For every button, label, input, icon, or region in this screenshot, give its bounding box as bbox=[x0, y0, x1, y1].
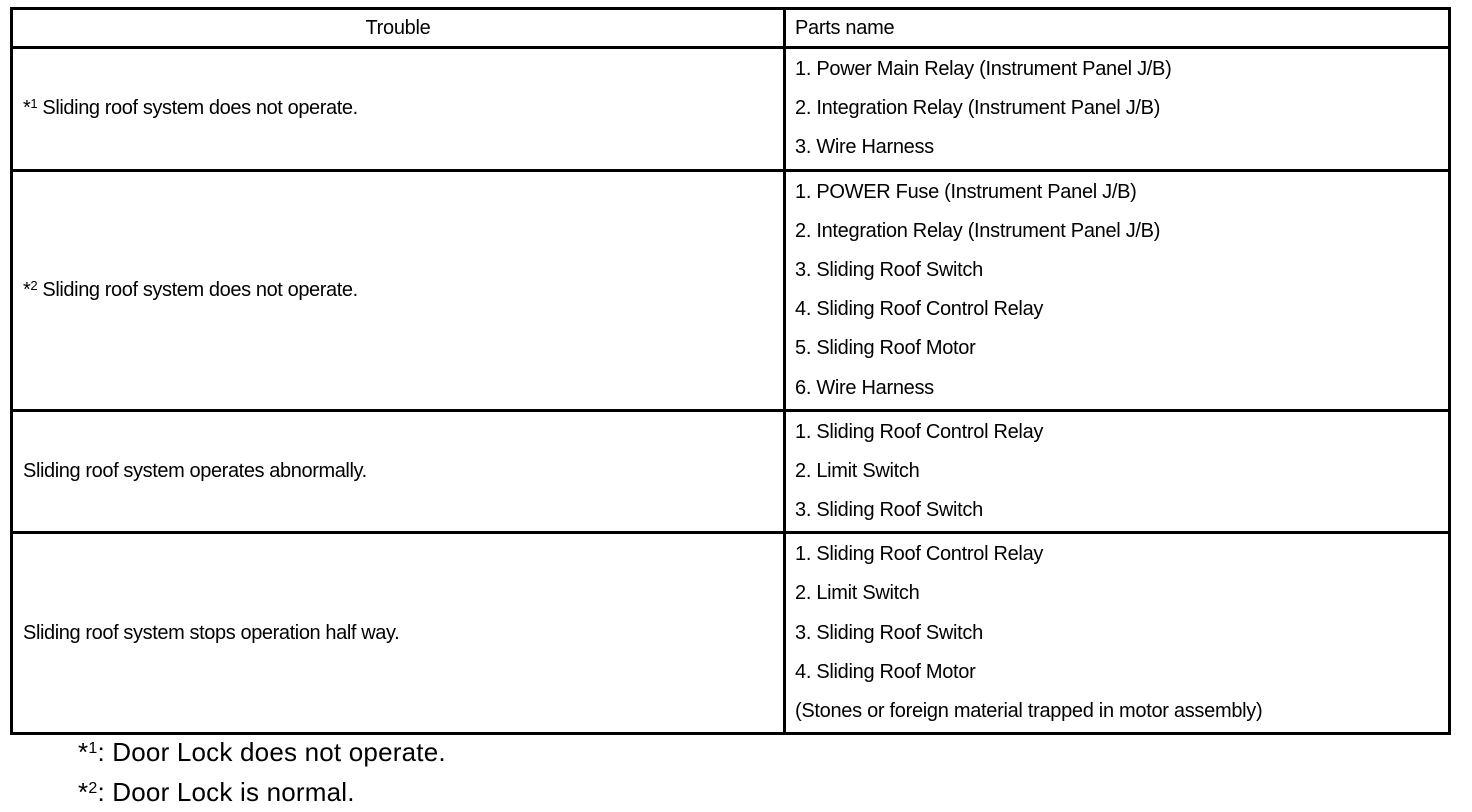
part-item: 2. Integration Relay (Instrument Panel J/B) bbox=[795, 219, 1161, 242]
footnote-1 bbox=[78, 732, 446, 772]
table-row bbox=[12, 410, 1450, 533]
part-item: 4. Sliding Roof Control Relay bbox=[795, 298, 1044, 321]
troubleshooting-table bbox=[10, 7, 1451, 735]
footnote-text: : Door Lock does not operate. bbox=[97, 737, 446, 767]
footnote-marker: *$^2$ bbox=[23, 277, 38, 301]
parts-name-header: Parts name bbox=[785, 9, 1450, 48]
part-item: (Stones or foreign material trapped in motor assembly) bbox=[795, 700, 1263, 722]
footnote-2 bbox=[78, 772, 446, 812]
footnote-star: * bbox=[78, 777, 89, 807]
trouble-cell bbox=[12, 533, 785, 734]
footnote-number: 2 bbox=[30, 277, 38, 293]
footnotes bbox=[78, 732, 446, 812]
part-item: 3. Sliding Roof Switch bbox=[795, 621, 983, 644]
footnote-number: 1 bbox=[88, 740, 98, 757]
part-item: 4. Sliding Roof Motor bbox=[795, 660, 976, 683]
part-item: 3. Sliding Roof Switch bbox=[795, 258, 983, 281]
part-item: 1. Sliding Roof Control Relay bbox=[795, 543, 1044, 566]
part-item: 1. Power Main Relay (Instrument Panel J/B) bbox=[795, 58, 1172, 80]
part-item: 1. Sliding Roof Control Relay bbox=[795, 420, 1044, 443]
trouble-text: Sliding roof system does not operate. bbox=[42, 97, 358, 120]
table-header-row bbox=[12, 9, 1450, 48]
footnote-star: * bbox=[78, 737, 89, 767]
trouble-cell bbox=[12, 48, 785, 171]
parts-cell bbox=[785, 410, 1450, 533]
part-item: 6. Wire Harness bbox=[795, 376, 934, 399]
footnote-text: : Door Lock is normal. bbox=[97, 777, 355, 807]
part-item: 2. Limit Switch bbox=[795, 459, 920, 482]
part-item: 3. Wire Harness bbox=[795, 136, 934, 159]
trouble-text: Sliding roof system stops operation half way. bbox=[23, 621, 400, 644]
part-item: 5. Sliding Roof Motor bbox=[795, 337, 976, 360]
trouble-header: Trouble bbox=[12, 9, 785, 48]
parts-cell bbox=[785, 170, 1450, 410]
part-item: 2. Limit Switch bbox=[795, 582, 920, 605]
parts-cell bbox=[785, 533, 1450, 734]
trouble-text: Sliding roof system does not operate. bbox=[42, 278, 358, 301]
footnote-number: 2 bbox=[88, 780, 98, 797]
part-item: 1. POWER Fuse (Instrument Panel J/B) bbox=[795, 180, 1137, 203]
footnote-number: 1 bbox=[30, 96, 38, 112]
trouble-cell bbox=[12, 410, 785, 533]
parts-cell bbox=[785, 48, 1450, 171]
part-item: 3. Sliding Roof Switch bbox=[795, 499, 983, 522]
trouble-cell bbox=[12, 170, 785, 410]
table-row bbox=[12, 170, 1450, 410]
footnote-marker: *$^1$ bbox=[23, 96, 38, 120]
table-row bbox=[12, 533, 1450, 734]
table-row bbox=[12, 48, 1450, 171]
part-item: 2. Integration Relay (Instrument Panel J/B) bbox=[795, 97, 1161, 120]
trouble-text: Sliding roof system operates abnormally. bbox=[23, 459, 367, 482]
